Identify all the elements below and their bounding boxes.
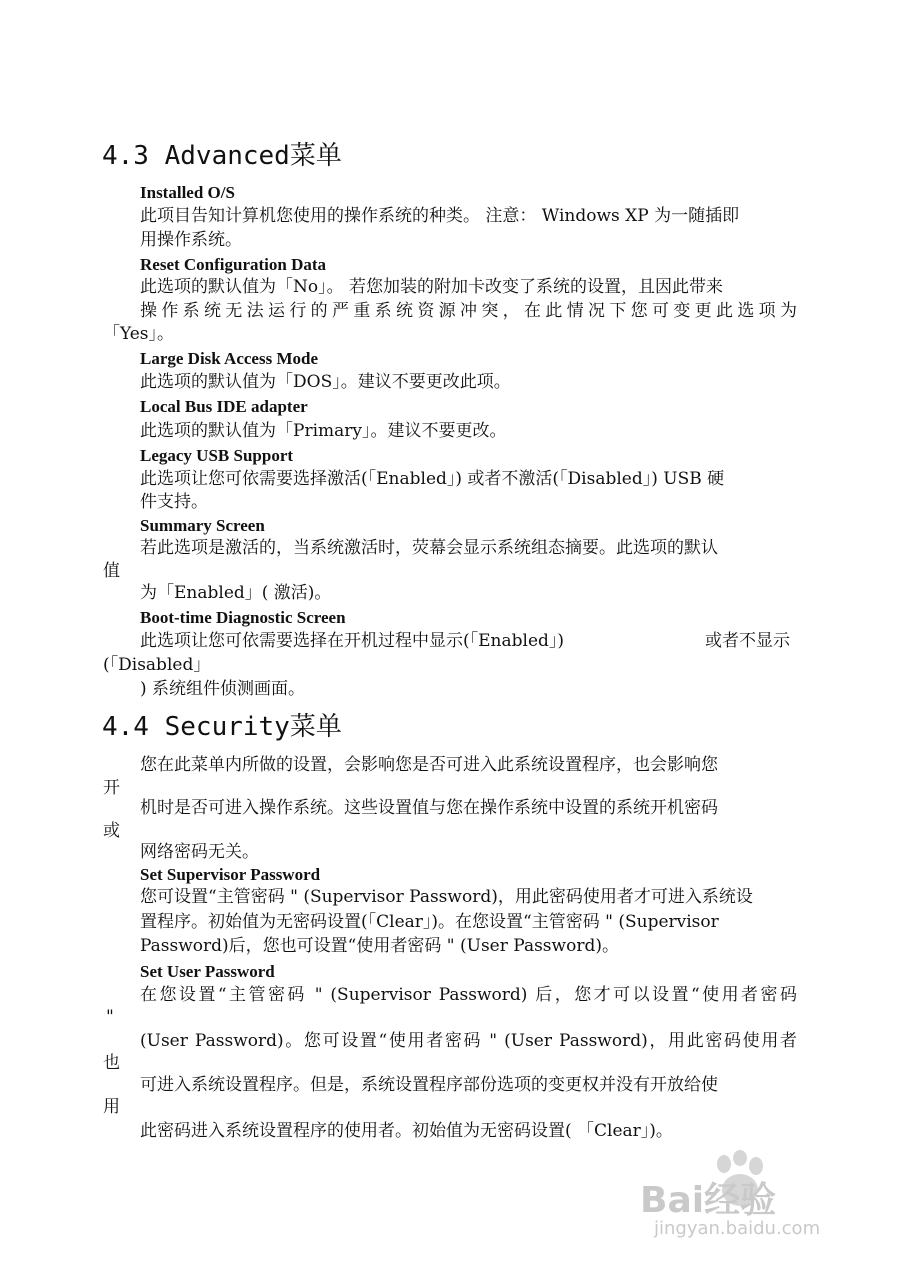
watermark-url: jingyan.baidu.com [654,1218,821,1239]
item-desc-line: 为「Enabled」( 激活)。 [140,583,332,603]
item-desc-line: 置程序。初始值为无密码设置(「Clear」)。在您设置“主管密码 " (Supervisor [140,912,719,932]
item-desc-line: Password)后，您也可设置“使用者密码 " (User Password)。 [140,936,619,956]
item-desc-line: 此选项的默认值为「Primary」。建议不要更改。 [140,421,507,441]
item-desc-line: 此选项让您可依需要选择激活(「Enabled」) 或者不激活(「Disabled」) USB 硬 [140,469,725,489]
item-title-supervisor-password: Set Supervisor Password [140,865,321,884]
item-desc-line: 用操作系统。 [140,230,242,250]
intro-line: 机时是否可进入操作系统。这些设置值与您在操作系统中设置的系统开机密码 [140,798,718,818]
item-title-legacy-usb: Legacy USB Support [140,446,294,465]
item-title-large-disk: Large Disk Access Mode [140,349,319,368]
item-desc-line: 用 [103,1097,120,1117]
item-desc-line: " [106,1007,114,1027]
item-desc-line: 您可设置“主管密码 " (Supervisor Password)，用此密码使用者才可进入系统设 [140,887,753,907]
item-desc-line: 此选项的默认值为「No」。 若您加装的附加卡改变了系统的设置，且因此带来 [140,277,724,297]
item-desc-line: (User Password)。您可设置“使用者密码 " (User Password)，用此密码使用者 [140,1031,797,1051]
item-title-user-password: Set User Password [140,962,275,981]
intro-line: 网络密码无关。 [140,842,259,862]
item-title-local-bus: Local Bus IDE adapter [140,397,308,416]
intro-line: 您在此菜单内所做的设置，会影响您是否可进入此系统设置程序，也会影响您 [140,755,718,775]
item-title-reset-config: Reset Configuration Data [140,255,327,274]
item-desc-line: (「Disabled」 [103,655,211,675]
item-desc-line: 件支持。 [140,492,208,512]
item-desc-line: 「Yes」。 [103,324,175,344]
item-desc-line: 或者不显示 [705,631,790,651]
item-desc-line: 值 [103,561,120,581]
item-desc-line: 在您设置“主管密码 " (Supervisor Password) 后，您才可以设置“使用者密码 [140,985,797,1005]
item-desc-line: 可进入系统设置程序。但是，系统设置程序部份选项的变更权并没有开放给使 [140,1075,718,1095]
intro-line: 开 [103,778,120,798]
item-desc-line: 操作系统无法运行的严重系统资源冲突，在此情况下您可变更此选项为 [140,301,797,321]
item-title-boot-diagnostic: Boot-time Diagnostic Screen [140,608,346,627]
item-desc-line: 若此选项是激活的，当系统激活时，荧幕会显示系统组态摘要。此选项的默认 [140,538,718,558]
item-desc-line: 此密码进入系统设置程序的使用者。初始值为无密码设置( 「Clear」)。 [140,1121,673,1141]
section-heading-security: 4.4 Security菜单 [102,712,342,742]
item-desc-line: 此选项的默认值为「DOS」。建议不要更改此项。 [140,372,511,392]
item-desc-line: 也 [103,1053,120,1073]
item-desc-line: 此项目告知计算机您使用的操作系统的种类。 注意： Windows XP 为一随插即 [140,206,740,226]
section-heading-advanced: 4.3 Advanced菜单 [102,141,342,171]
watermark-brand: Bai经验 [640,1180,777,1221]
item-title-summary-screen: Summary Screen [140,516,265,535]
intro-line: 或 [103,821,120,841]
item-desc-line: 此选项让您可依需要选择在开机过程中显示(「Enabled」) [140,631,565,651]
item-title-installed-os: Installed O/S [140,183,235,202]
item-desc-line: ) 系统组件侦测画面。 [140,679,306,699]
